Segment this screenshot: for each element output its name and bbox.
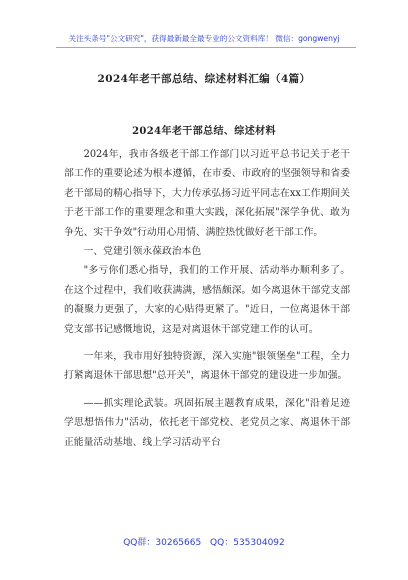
body-paragraph: "多亏你们悉心指导，我们的工作开展、活动举办顺利多了。在这个过程中，我们收获满满，感悟颇深。如今离退休干部党支部的凝聚力更强了，大家的心贴得更紧了。"近日，一位离退休干部党支部书记感慨地说，这是对离退休干部党建工作的认可。 [64, 265, 350, 335]
header-banner: 关注头条号"公文研究"，获得最新最全最专业的公文资料库！ 微信：gongwenyj [68, 34, 340, 43]
document-body [64, 145, 350, 452]
body-paragraph: ——抓实理论武装。巩固拓展主题教育成果，深化"沿着足迹学思想悟伟力"活动，依托老干部党校、老党员之家、离退休干部正能量活动基地、线上学习活动平台 [64, 397, 350, 448]
footer-contact: QQ群：30265665 QQ：535304092 [123, 538, 285, 548]
body-paragraph: 一年来，我市用好独特资源，深入实施"银领堡垒"工程，全力打紧离退休干部思想"总开关"，离退休干部党的建设进一步加强。 [64, 351, 350, 382]
section-title: 2024年老干部总结、综述材料 [132, 126, 276, 137]
header-divider [56, 47, 356, 48]
body-paragraph: 2024年，我市各级老干部工作部门以习近平总书记关于老干部工作的重要论述为根本遵循，在市委、市政府的坚强领导和省委老干部局的精心指导下，大力传承弘扬习近平同志在xx工作期间关于老干部工作的重要理念和重大实践，深化拓展"深学争优、敢为争先、实干争效"行动用心用情、满腔热忱做好老干部工作。 [64, 149, 350, 238]
document-title: 2024年老干部总结、综述材料汇编（4篇） [97, 73, 311, 85]
section-heading: 一、党建引领永葆政治本色 [83, 246, 202, 258]
